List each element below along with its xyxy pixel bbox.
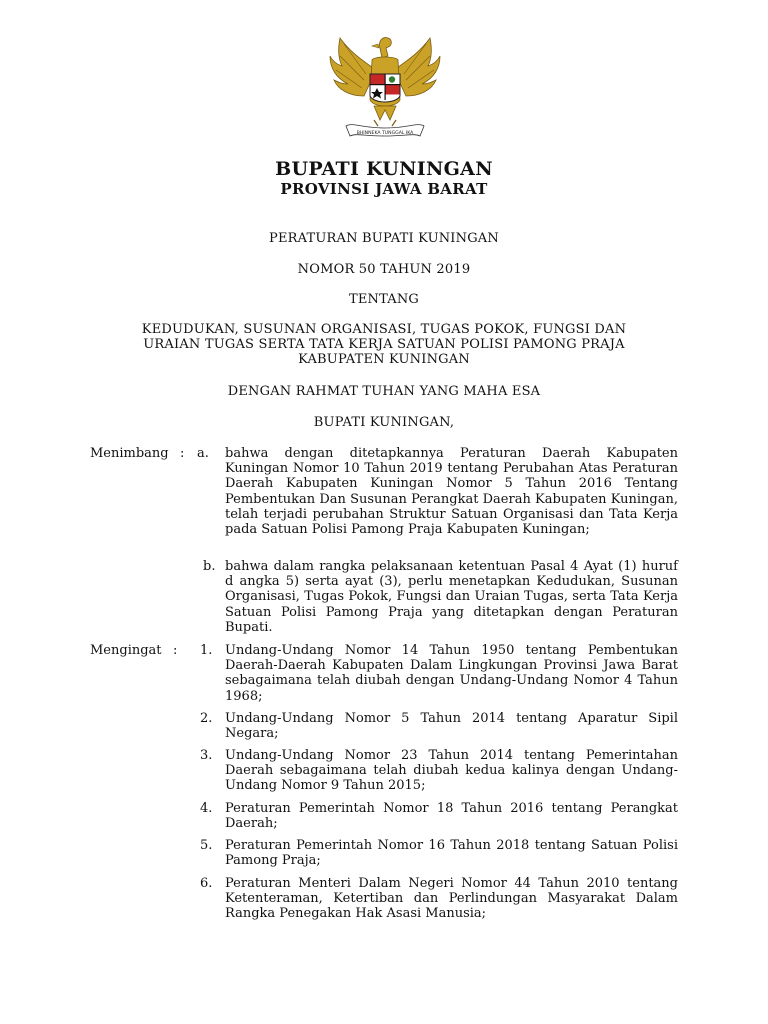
mengingat-marker-4: 4.: [200, 801, 213, 816]
regulation-number: NOMOR 50 TAHUN 2019: [297, 262, 471, 277]
regulation-title: [0, 322, 768, 367]
mengingat-item-5: Peraturan Pemerintah Nomor 16 Tahun 2018 tentang Satuan Polisi Pamong Praja;: [225, 838, 678, 869]
menimbang-label: Menimbang: [90, 446, 169, 461]
menimbang-item-b: bahwa dalam rangka pelaksanaan ketentuan Pasal 4 Ayat (1) huruf d angka 5) serta ayat (3), perlu menetapkan Kedudukan, Susunan Organisasi, Tugas Pokok, Fungsi dan Uraian Tugas, serta Tata Kerja Satuan Polisi Pamong Praja yang ditetapkan dengan Peraturan Bupati.: [225, 559, 678, 635]
mengingat-item-3: Undang-Undang Nomor 23 Tahun 2014 tentang Pemerintahan Daerah sebagaimana telah diubah kedua kalinya dengan Undang-Undang Nomor 9 Tahun 2015;: [225, 748, 678, 794]
regulation-type: PERATURAN BUPATI KUNINGAN: [269, 231, 499, 246]
menimbang-colon: :: [180, 446, 185, 461]
regulation-title-line: KABUPATEN KUNINGAN: [298, 352, 470, 367]
mengingat-marker-6: 6.: [200, 876, 213, 891]
mengingat-item-4: Peraturan Pemerintah Nomor 18 Tahun 2016 tentang Perangkat Daerah;: [225, 801, 678, 832]
mengingat-marker-2: 2.: [200, 711, 213, 726]
issuer: BUPATI KUNINGAN,: [313, 415, 455, 430]
mengingat-marker-1: 1.: [200, 643, 213, 658]
mengingat-item-1: Undang-Undang Nomor 14 Tahun 1950 tentang Pembentukan Daerah-Daerah Kabupaten Dalam Lingkungan Provinsi Jawa Barat sebagaimana telah diubah dengan Undang-Undang Nomor 4 Tahun 1968;: [225, 643, 678, 704]
emblem-motto: BHINNEKA TUNGGAL IKA: [356, 131, 414, 136]
regulation-title-line: KEDUDUKAN, SUSUNAN ORGANISASI, TUGAS POKOK, FUNGSI DAN: [141, 322, 627, 337]
document-subtitle: PROVINSI JAWA BARAT: [280, 180, 488, 198]
mengingat-item-2: Undang-Undang Nomor 5 Tahun 2014 tentang Aparatur Sipil Negara;: [225, 711, 678, 742]
mengingat-colon: :: [173, 643, 178, 658]
menimbang-item-a: bahwa dengan ditetapkannya Peraturan Daerah Kabupaten Kuningan Nomor 10 Tahun 2019 tentang Perubahan Atas Peraturan Daerah Kabupaten Kuningan Nomor 5 Tahun 2016 Tentang Pembentukan Dan Susunan Perangkat Daerah Kabupaten Kuningan, telah terjadi perubahan Struktur Satuan Organisasi dan Tata Kerja pada Satuan Polisi Pamong Praja Kabupaten Kuningan;: [225, 446, 678, 538]
mengingat-item-6: Peraturan Menteri Dalam Negeri Nomor 44 Tahun 2010 tentang Ketenteraman, Ketertiban dan Perlindungan Masyarakat Dalam Rangka Penegakan Hak Asasi Manusia;: [225, 876, 678, 922]
menimbang-marker-a: a.: [197, 446, 209, 461]
mengingat-marker-5: 5.: [200, 838, 213, 853]
invocation: DENGAN RAHMAT TUHAN YANG MAHA ESA: [227, 384, 541, 399]
mengingat-label: Mengingat: [90, 643, 162, 658]
regulation-about-label: TENTANG: [348, 292, 420, 307]
mengingat-marker-3: 3.: [200, 748, 213, 763]
menimbang-marker-b: b.: [203, 559, 216, 574]
regulation-title-line: URAIAN TUGAS SERTA TATA KERJA SATUAN POLISI PAMONG PRAJA: [143, 337, 625, 352]
document-title: BUPATI KUNINGAN: [275, 158, 493, 180]
garuda-emblem-icon: [326, 30, 444, 142]
